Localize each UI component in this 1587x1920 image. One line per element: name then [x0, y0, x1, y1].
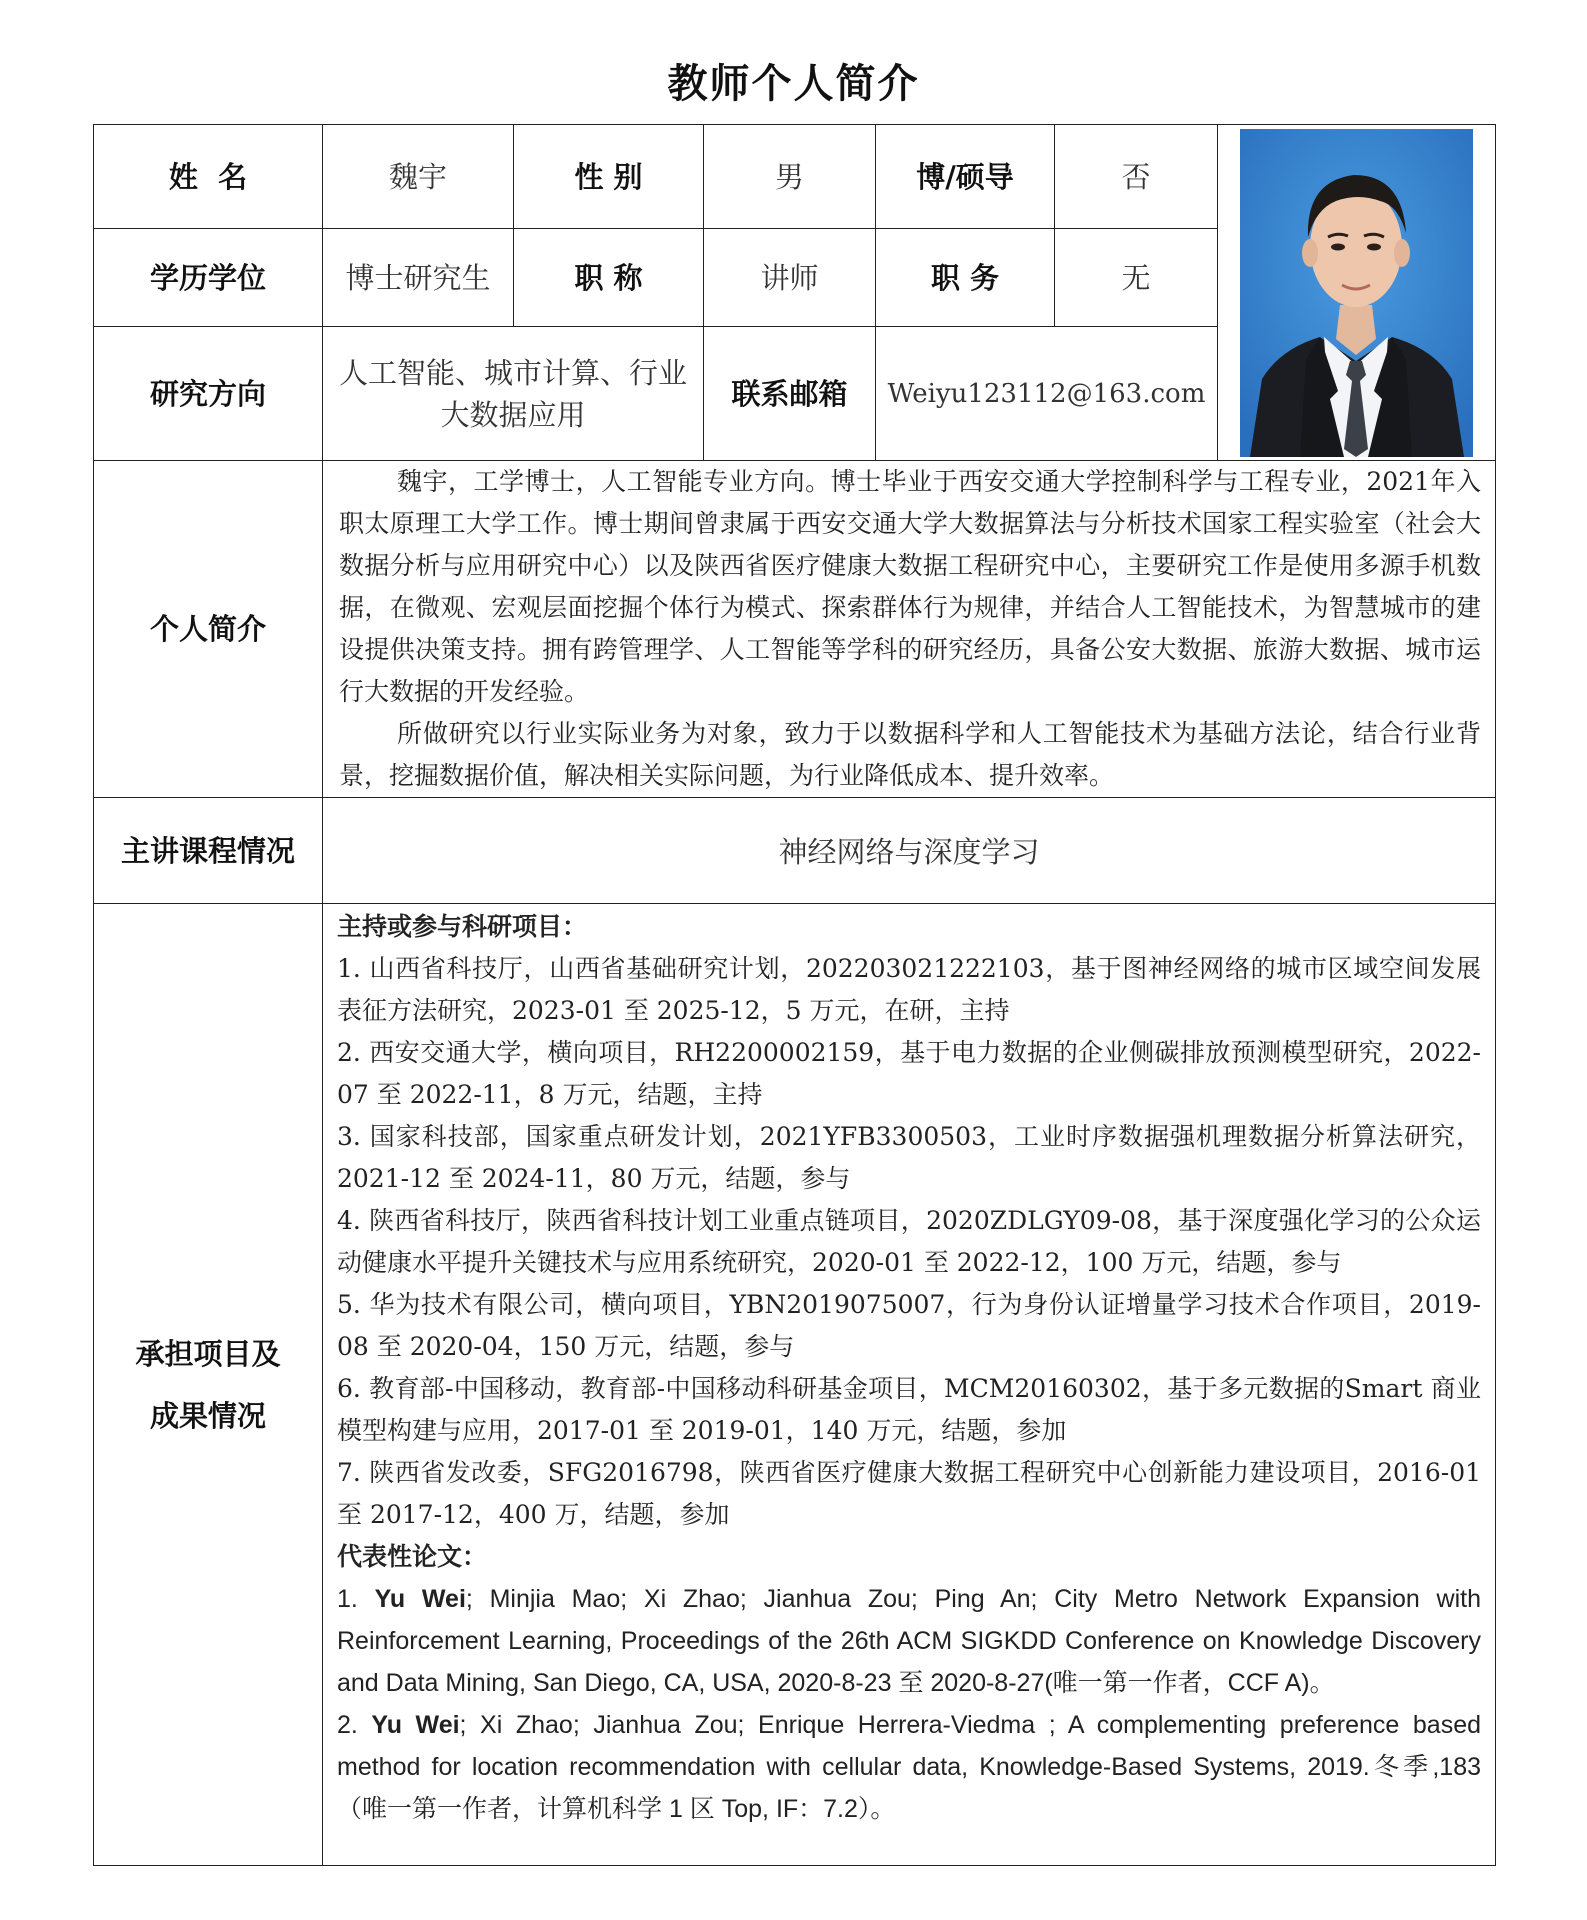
papers-heading: 代表性论文： [337, 1542, 488, 1571]
name-label: 姓 名 [94, 125, 323, 229]
paper-1-author: Yu Wei [374, 1585, 466, 1613]
degree-value: 博士研究生 [323, 229, 514, 327]
name-value: 魏宇 [323, 125, 514, 229]
research-value: 人工智能、城市计算、行业大数据应用 [323, 327, 704, 461]
project-item: 1. 山西省科技厅，山西省基础研究计划，202203021222103，基于图神经网络的城市区域空间发展表征方法研究，2023-01 至 2025-12，5 万元，在研，主持 [337, 954, 1481, 1025]
photo-cell [1218, 125, 1496, 461]
bio-paragraph-2: 所做研究以行业实际业务为对象，致力于以数据科学和人工智能技术为基础方法论，结合行业背景，挖掘数据价值，解决相关实际问题，为行业降低成本、提升效率。 [339, 719, 1481, 790]
projects-label-line1: 承担项目及 [135, 1336, 281, 1371]
position-label: 职 务 [876, 229, 1055, 327]
projects-label-line2: 成果情况 [149, 1398, 266, 1433]
paper-2-number: 2. [337, 1711, 372, 1739]
portrait-photo [1240, 129, 1473, 457]
advisor-label: 博/硕导 [876, 125, 1055, 229]
rank-label: 职 称 [514, 229, 704, 327]
row-projects [94, 904, 1496, 1866]
rank-value: 讲师 [704, 229, 876, 327]
degree-label: 学历学位 [94, 229, 323, 327]
project-item: 4. 陕西省科技厅，陕西省科技计划工业重点链项目，2020ZDLGY09-08，基于深度强化学习的公众运动健康水平提升关键技术与应用系统研究，2020-01 至 2022-12，100 万元，结题，参与 [337, 1206, 1481, 1277]
projects-content [323, 904, 1496, 1866]
course-value: 神经网络与深度学习 [323, 798, 1496, 904]
email-value: Weiyu123112@163.com [876, 327, 1218, 461]
bio-content [323, 461, 1496, 798]
projects-heading: 主持或参与科研项目： [337, 912, 588, 941]
row-course [94, 798, 1496, 904]
page-title: 教师个人简介 [667, 61, 920, 107]
advisor-value: 否 [1055, 125, 1218, 229]
paper-item-2 [337, 1704, 1481, 1830]
paper-1-number: 1. [337, 1585, 375, 1613]
bio-label: 个人简介 [94, 461, 323, 798]
paper-item-1 [337, 1578, 1481, 1704]
project-item: 7. 陕西省发改委，SFG2016798，陕西省医疗健康大数据工程研究中心创新能力建设项目，2016-01 至 2017-12，400 万，结题，参加 [337, 1458, 1481, 1529]
row-name [94, 125, 1496, 229]
project-item: 6. 教育部-中国移动，教育部-中国移动科研基金项目，MCM20160302，基于多元数据的Smart 商业模型构建与应用，2017-01 至 2019-01，140 万元，结题，参加 [337, 1374, 1481, 1445]
project-item: 3. 国家科技部，国家重点研发计划，2021YFB3300503，工业时序数据强机理数据分析算法研究，2021-12 至 2024-11，80 万元，结题，参与 [337, 1122, 1481, 1193]
email-label: 联系邮箱 [704, 327, 876, 461]
course-label: 主讲课程情况 [94, 798, 323, 904]
paper-2-author: Yu Wei [371, 1711, 460, 1739]
position-value: 无 [1055, 229, 1218, 327]
project-item: 2. 西安交通大学，横向项目，RH2200002159，基于电力数据的企业侧碳排放预测模型研究，2022-07 至 2022-11，8 万元，结题，主持 [337, 1038, 1481, 1109]
paper-2-details: ; Xi Zhao; Jianhua Zou; Enrique Herrera-Viedma ; A complementing preference based method for location recommendation with cellular data, Knowledge-Based Systems, 2019.冬季,183 （唯一第一作者，计算机科学 1 区 Top, IF：7.2）。 [337, 1711, 1481, 1823]
row-bio [94, 461, 1496, 798]
research-label: 研究方向 [94, 327, 323, 461]
bio-paragraph-1: 魏宇，工学博士，人工智能专业方向。博士毕业于西安交通大学控制科学与工程专业，2021年入职太原理工大学工作。博士期间曾隶属于西安交通大学大数据算法与分析技术国家工程实验室（社会大数据分析与应用研究中心）以及陕西省医疗健康大数据工程研究中心，主要研究工作是使用多源手机数据，在微观、宏观层面挖掘个体行为模式、探索群体行为规律，并结合人工智能技术，为智慧城市的建设提供决策支持。拥有跨管理学、人工智能等学科的研究经历，具备公安大数据、旅游大数据、城市运行大数据的开发经验。 [339, 467, 1481, 706]
gender-value: 男 [704, 125, 876, 229]
projects-label [94, 904, 323, 1866]
paper-1-details: ; Minjia Mao; Xi Zhao; Jianhua Zou; Ping An; City Metro Network Expansion with Reinforcement Learning, Proceedings of the 26th ACM SIGKDD Conference on Knowledge Discovery and Data Mining, San Diego, CA, USA, 2020-8-23 至 2020-8-27(唯一第一作者，CCF A)。 [337, 1585, 1482, 1697]
profile-table [93, 124, 1496, 1866]
gender-label: 性 别 [514, 125, 704, 229]
project-item: 5. 华为技术有限公司，横向项目，YBN2019075007，行为身份认证增量学习技术合作项目，2019-08 至 2020-04，150 万元，结题，参与 [337, 1290, 1481, 1361]
